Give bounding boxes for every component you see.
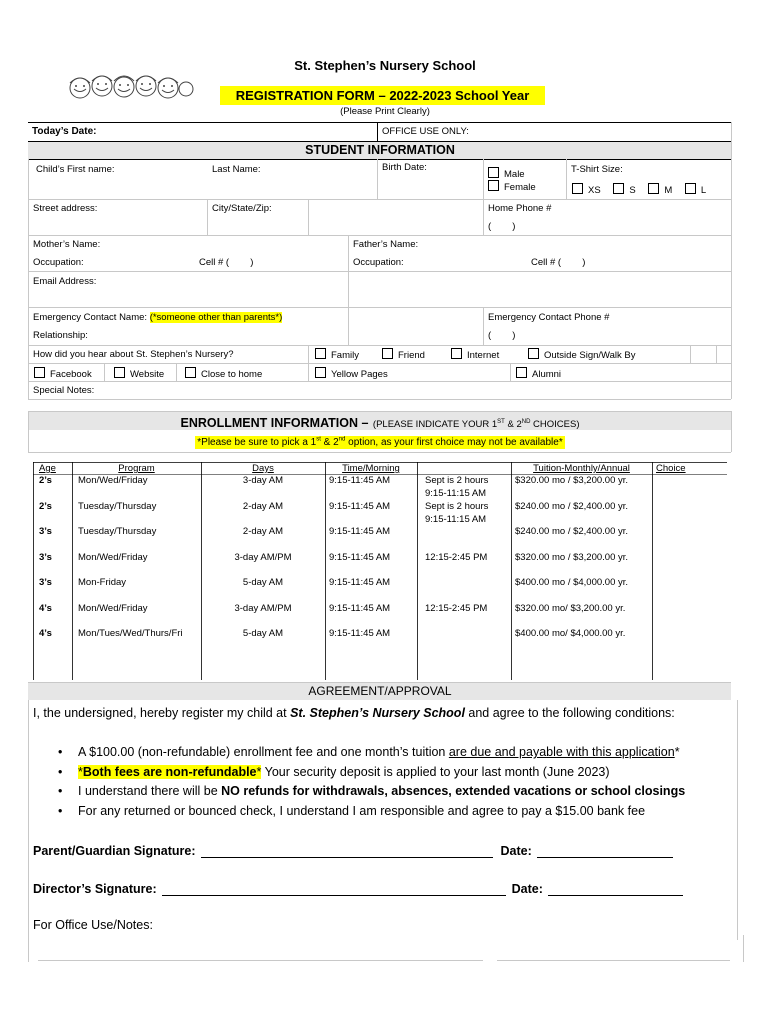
website-checkbox[interactable] (114, 367, 125, 378)
emergency-phone-paren: ( ) (488, 330, 516, 341)
enrollment-title-bold: ENROLLMENT INFORMATION – (180, 416, 369, 430)
table-cell: 9:15-11:45 AM (329, 526, 391, 537)
mother-occupation-label: Occupation: (33, 257, 84, 268)
school-name: St. Stephen’s Nursery School (294, 58, 476, 73)
internet-label: Internet (467, 350, 500, 361)
enrollment-title (0, 414, 760, 432)
table-header-cell: Days (252, 463, 274, 474)
form-title: REGISTRATION FORM – 2022-2023 School Year (220, 86, 545, 105)
table-header-cell: Choice (656, 463, 686, 474)
hear-internet[interactable] (451, 348, 499, 361)
agreement-title: AGREEMENT/APPROVAL (308, 684, 452, 698)
birth-date-label: Birth Date: (382, 162, 427, 173)
table-cell: 4’s (39, 628, 52, 639)
hear-close-to-home[interactable] (185, 367, 262, 380)
table-cell: 3-day AM (242, 475, 284, 486)
size-l-label: L (700, 185, 707, 196)
first-name-label: Child’s First name: (36, 164, 115, 175)
enrollment-title-rest: (PLEASE INDICATE YOUR 1ST & 2ND CHOICES) (372, 418, 580, 430)
home-phone-paren: ( ) (488, 221, 516, 232)
table-header-cell: Tuition-Monthly/Annual (533, 463, 630, 474)
enrollment-table (33, 462, 727, 680)
email-label: Email Address: (33, 276, 97, 287)
table-cell: 4’s (39, 603, 52, 614)
father-cell-label: Cell # ( ) (531, 257, 586, 268)
size-s-label: S (629, 185, 636, 196)
nr-b: * (256, 764, 262, 779)
parent-signature-field[interactable] (201, 843, 493, 858)
table-cell: Sept is 2 hours 9:15-11:15 AM (425, 501, 489, 525)
table-cell: 2’s (39, 475, 52, 486)
family-label: Family (331, 350, 359, 361)
tshirt-label: T-Shirt Size: (571, 164, 623, 175)
table-cell: 9:15-11:45 AM (329, 577, 391, 588)
female-label: Female (504, 182, 536, 193)
street-label: Street address: (33, 203, 98, 214)
special-notes-label: Special Notes: (33, 385, 95, 396)
family-checkbox[interactable] (315, 348, 326, 359)
table-cell: Mon/Wed/Friday (78, 603, 148, 614)
table-cell: 3’s (39, 526, 52, 537)
enrollment-note: *Please be sure to pick a 1st & 2nd option, as your first choice may not be available* (197, 436, 563, 448)
table-cell: 12:15-2:45 PM (425, 603, 488, 614)
table-cell: $320.00 mo / $3,200.00 yr. (515, 475, 629, 486)
office-use-label: OFFICE USE ONLY: (382, 126, 469, 137)
term-fee-underline: are due and payable with this application (448, 745, 675, 759)
table-cell: 5-day AM (242, 577, 284, 588)
agreement-intro (33, 706, 675, 720)
table-cell: $400.00 mo/ $4,000.00 yr. (515, 628, 626, 639)
close-to-home-label: Close to home (201, 369, 263, 380)
no-refunds-a: I understand there will be (78, 784, 222, 798)
parent-signature-row (33, 843, 673, 858)
parent-signature-label: Parent/Guardian Signature: (33, 844, 196, 858)
outside-sign-checkbox[interactable] (528, 348, 539, 359)
friend-label: Friend (398, 350, 425, 361)
nr-bold: Both fees are non-refundable (82, 764, 257, 779)
print-note: (Please Print Clearly) (340, 106, 430, 117)
table-cell: 3’s (39, 577, 52, 588)
parent-date-field[interactable] (537, 843, 673, 858)
last-name-label: Last Name: (212, 164, 261, 175)
table-cell: 2-day AM (242, 501, 284, 512)
city-label: City/State/Zip: (212, 203, 272, 214)
table-cell: Tuesday/Thursday (78, 526, 157, 537)
hear-yellow-pages[interactable] (315, 367, 388, 380)
table-cell: 5-day AM (242, 628, 284, 639)
hear-alumni[interactable] (516, 367, 561, 380)
agreement-terms (33, 743, 733, 821)
table-cell: 12:15-2:45 PM (425, 552, 488, 563)
male-checkbox[interactable] (488, 167, 499, 178)
relationship-label: Relationship: (33, 330, 88, 341)
table-cell: $400.00 mo / $4,000.00 yr. (515, 577, 629, 588)
table-cell: Mon/Wed/Friday (78, 475, 148, 486)
father-occupation-label: Occupation: (353, 257, 404, 268)
intro-school: St. Stephen’s Nursery School (290, 706, 465, 720)
size-m-label: M (664, 185, 673, 196)
term-fee (33, 743, 733, 763)
alumni-label: Alumni (532, 369, 562, 380)
hear-facebook[interactable] (34, 367, 92, 380)
male-option[interactable] (488, 167, 525, 180)
facebook-label: Facebook (50, 369, 92, 380)
table-cell: $240.00 mo / $2,400.00 yr. (515, 526, 629, 537)
friend-checkbox[interactable] (382, 348, 393, 359)
table-cell: 9:15-11:45 AM (329, 603, 391, 614)
alumni-checkbox[interactable] (516, 367, 527, 378)
table-cell: 3’s (39, 552, 52, 563)
table-cell: $320.00 mo / $3,200.00 yr. (515, 552, 629, 563)
size-xs-checkbox[interactable] (572, 183, 583, 194)
table-cell: 9:15-11:45 AM (329, 475, 391, 486)
table-cell: $320.00 mo/ $3,200.00 yr. (515, 603, 626, 614)
school-logo (66, 71, 194, 103)
term-nonrefundable (33, 763, 733, 783)
size-m-checkbox[interactable] (648, 183, 659, 194)
female-option[interactable] (488, 180, 536, 193)
intro-a: I, the undersigned, hereby register my child at (33, 706, 291, 720)
director-signature-field[interactable] (162, 881, 506, 896)
yellow-pages-checkbox[interactable] (315, 367, 326, 378)
term-fee-b: * (674, 745, 680, 759)
emergency-note: (*someone other than parents*) (149, 312, 283, 323)
parent-date-label: Date: (500, 844, 532, 858)
table-header-cell: Program (118, 463, 155, 474)
table-cell: Mon-Friday (78, 577, 127, 588)
director-date-field[interactable] (548, 881, 683, 896)
table-cell: 9:15-11:45 AM (329, 552, 391, 563)
table-cell: Mon/Tues/Wed/Thurs/Fri (78, 628, 183, 639)
table-cell: 9:15-11:45 AM (329, 501, 391, 512)
student-info-title: STUDENT INFORMATION (305, 143, 455, 157)
intro-b: and agree to the following conditions: (464, 706, 675, 720)
male-label: Male (504, 169, 525, 180)
size-s-checkbox[interactable] (613, 183, 624, 194)
mother-cell-label: Cell # ( ) (199, 257, 254, 268)
emergency-phone-label: Emergency Contact Phone # (488, 312, 610, 323)
bounced-check-text: For any returned or bounced check, I understand I am responsible and agree to pay a $15.00 bank fee (78, 803, 646, 818)
table-cell: 9:15-11:45 AM (329, 628, 391, 639)
table-cell: Mon/Wed/Friday (78, 552, 148, 563)
hear-friend[interactable] (382, 348, 425, 361)
hear-family[interactable] (315, 348, 359, 361)
term-fee-a: A $100.00 (non-refundable) enrollment fee and one month’s tuition (78, 745, 449, 759)
close-to-home-checkbox[interactable] (185, 367, 196, 378)
tshirt-sizes[interactable] (572, 183, 706, 196)
director-signature-row (33, 881, 683, 896)
table-cell: Sept is 2 hours 9:15-11:15 AM (425, 475, 489, 499)
female-checkbox[interactable] (488, 180, 499, 191)
no-refunds-bold: NO refunds for withdrawals, absences, extended vacations or school closings (221, 784, 686, 798)
table-header-cell: Time/Morning (342, 463, 400, 474)
father-name-label: Father’s Name: (353, 239, 419, 250)
emergency-name-text: Emergency Contact Name: (33, 312, 148, 323)
term-no-refunds (33, 782, 733, 802)
size-l-checkbox[interactable] (685, 183, 696, 194)
website-label: Website (130, 369, 165, 380)
term-bounced-check (33, 802, 733, 822)
home-phone-label: Home Phone # (488, 203, 552, 214)
emergency-name-label (33, 312, 282, 323)
table-cell: 2-day AM (242, 526, 284, 537)
hear-outside-sign[interactable] (528, 348, 636, 361)
table-cell: 2’s (39, 501, 52, 512)
director-signature-label: Director’s Signature: (33, 882, 157, 896)
term-nonrefundable-highlight (78, 765, 261, 779)
yellow-pages-label: Yellow Pages (331, 369, 388, 380)
hear-about-label: How did you hear about St. Stephen’s Nursery? (33, 349, 234, 360)
nr-a: * (78, 764, 83, 779)
enrollment-note-wrap (0, 432, 760, 450)
internet-checkbox[interactable] (451, 348, 462, 359)
table-cell: $240.00 mo / $2,400.00 yr. (515, 501, 629, 512)
facebook-checkbox[interactable] (34, 367, 45, 378)
hear-website[interactable] (114, 367, 164, 380)
table-cell: 3-day AM/PM (234, 603, 292, 614)
outside-sign-label: Outside Sign/Walk By (544, 350, 636, 361)
table-header-cell: Age (39, 463, 56, 474)
mother-name-label: Mother’s Name: (33, 239, 101, 250)
office-notes-label: For Office Use/Notes: (33, 918, 153, 932)
director-date-label: Date: (511, 882, 543, 896)
size-xs-label: XS (588, 185, 601, 196)
table-cell: 3-day AM/PM (234, 552, 292, 563)
todays-date-label: Today’s Date: (32, 126, 97, 137)
nr-rest: Your security deposit is applied to your last month (June 2023) (261, 764, 610, 779)
table-cell: Tuesday/Thursday (78, 501, 157, 512)
